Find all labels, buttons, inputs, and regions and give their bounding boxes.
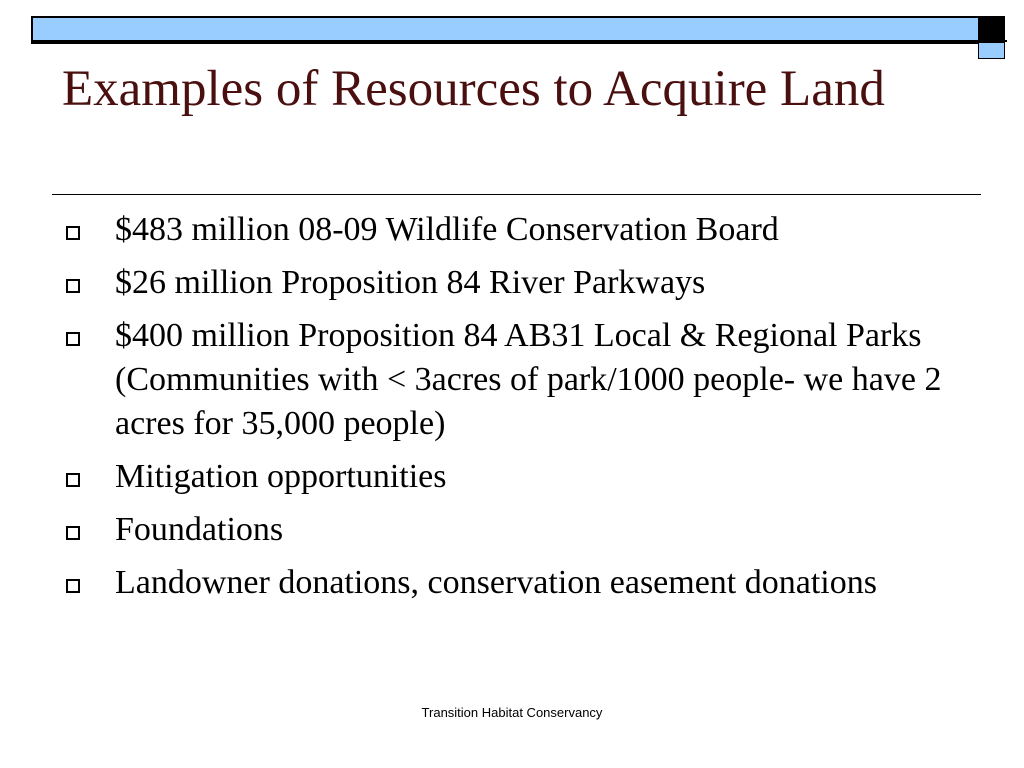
banner-square-light	[978, 42, 1005, 59]
bullet-text: Landowner donations, conservation easement donations	[115, 564, 877, 601]
list-item	[62, 455, 982, 499]
list-item	[62, 208, 982, 252]
banner-square-dark	[978, 16, 1005, 44]
hollow-square-bullet-icon	[66, 332, 80, 346]
bullet-text: $26 million Proposition 84 River Parkways	[115, 264, 706, 301]
title-divider	[52, 194, 981, 195]
hollow-square-bullet-icon	[66, 579, 80, 593]
list-item	[62, 314, 982, 446]
hollow-square-bullet-icon	[66, 526, 80, 540]
top-banner-rule	[31, 40, 1007, 42]
bullet-text: $483 million 08-09 Wildlife Conservation Board	[115, 211, 779, 248]
hollow-square-bullet-icon	[66, 473, 80, 487]
bullet-text: Foundations	[115, 511, 284, 548]
bullet-text: Mitigation opportunities	[115, 458, 447, 495]
list-item	[62, 508, 982, 552]
bullet-list	[62, 208, 982, 614]
slide-footer: Transition Habitat Conservancy	[421, 705, 603, 720]
hollow-square-bullet-icon	[66, 279, 80, 293]
slide-title: Examples of Resources to Acquire Land	[62, 61, 885, 117]
hollow-square-bullet-icon	[66, 226, 80, 240]
bullet-text: $400 million Proposition 84 AB31 Local & Regional Parks (Communities with < 3acres of park/1000 people- we have 2 acres for 35,000 people)	[115, 317, 942, 442]
list-item	[62, 261, 982, 305]
list-item	[62, 561, 982, 605]
